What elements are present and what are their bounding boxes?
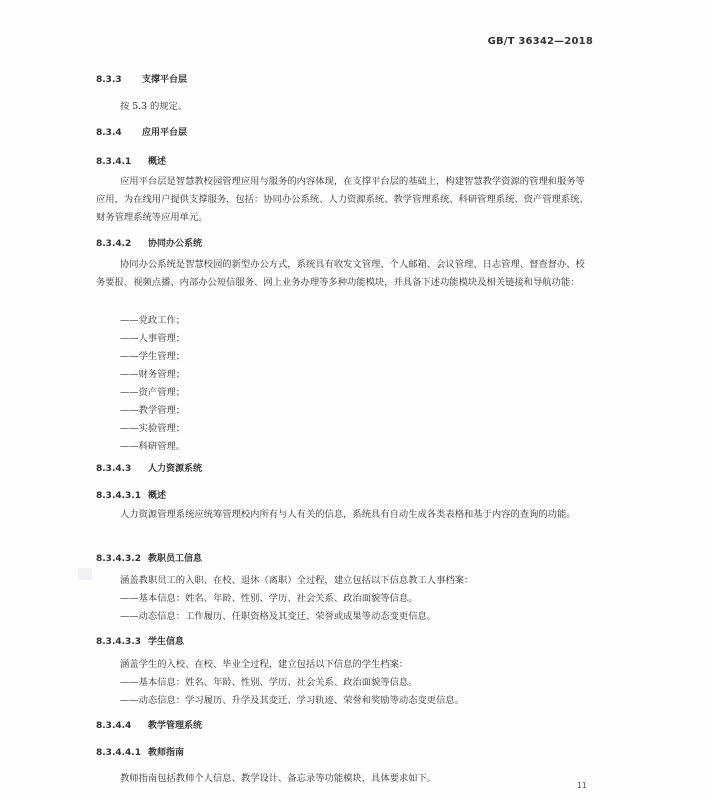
- heading-8-3-3: [96, 72, 187, 85]
- list-item: ——学生管理；: [120, 351, 186, 362]
- heading-8-3-4-1: [96, 154, 166, 167]
- list-item: ——实验管理；: [120, 423, 186, 434]
- heading-title: 支撑平台层: [142, 75, 188, 85]
- list-item: ——基本信息：姓名、年龄、性别、学历、社会关系、政治面貌等信息。: [120, 677, 418, 688]
- heading-number: 8.3.4.3: [96, 464, 132, 474]
- paragraph: 涵盖学生的入校、在校、毕业全过程，建立包括以下信息的学生档案：: [120, 659, 409, 670]
- list-item: ——人事管理；: [120, 333, 186, 344]
- heading-title: 概述: [148, 157, 167, 167]
- heading-title: 教师指南: [148, 748, 185, 758]
- list-item: ——基本信息：姓名、年龄、性别、学历、社会关系、政治面貌等信息。: [120, 593, 418, 604]
- heading-number: 8.3.4.4.1: [96, 748, 141, 758]
- heading-number: 8.3.4.3.1: [96, 491, 141, 501]
- list-item: ——党政工作；: [120, 315, 186, 326]
- paragraph: 按 5.3 的规定。: [120, 101, 188, 112]
- paragraph: 涵盖教职员工的入职、在校、退休（离职）全过程，建立包括以下信息教工人事档案：: [120, 575, 474, 586]
- heading-title: 概述: [148, 491, 167, 501]
- page-number: 11: [576, 781, 587, 790]
- heading-title: 教职员工信息: [148, 554, 203, 564]
- paragraph-overview: 应用平台层是智慧教校园管理应用与服务的内容体现，在支撑平台层的基础上，构建智慧教学资源的管理和服务等应用，为在线用户提供支撑服务，包括：协同办公系统、人力资源系统、教学管理系统、科研管理系统、资产管理系统、财务管理系统等应用单元。: [96, 176, 589, 223]
- heading-8-3-4-3-3: [96, 634, 184, 647]
- paragraph-office-system: 协同办公系统是智慧校园的新型办公方式，系统具有收发文管理、个人邮箱、会议管理、日志管理、督查督办、校务要报、视频点播、内部办公短信服务、网上业务办理等多种功能模块，并具备下述功能模块及相关链接和导航功能：: [96, 259, 585, 288]
- heading-number: 8.3.4.4: [96, 721, 132, 731]
- heading-8-3-4-3-2: [96, 551, 202, 564]
- heading-8-3-4-4-1: [96, 745, 184, 758]
- heading-title: 教学管理系统: [148, 721, 203, 731]
- heading-number: 8.3.4.2: [96, 239, 132, 249]
- heading-title: 人力资源系统: [148, 464, 203, 474]
- heading-8-3-4-4: [96, 718, 202, 731]
- heading-8-3-4-3-1: [96, 488, 166, 501]
- heading-title: 协同办公系统: [148, 239, 203, 249]
- list-item: ——动态信息：工作履历、任职资格及其变迁、荣誉或成果等动态变更信息。: [120, 611, 437, 622]
- heading-8-3-4: [96, 125, 187, 138]
- heading-8-3-4-2: [96, 236, 202, 249]
- scan-smudge: [78, 568, 92, 580]
- heading-8-3-4-3: [96, 461, 202, 474]
- heading-number: 8.3.4: [96, 128, 122, 138]
- standard-number: GB/T 36342—2018: [487, 36, 593, 47]
- list-item: ——资产管理；: [120, 387, 186, 398]
- list-item: ——财务管理；: [120, 369, 186, 380]
- heading-number: 8.3.3: [96, 75, 122, 85]
- heading-number: 8.3.4.3.3: [96, 637, 141, 647]
- heading-title: 应用平台层: [142, 128, 188, 138]
- heading-number: 8.3.4.1: [96, 157, 132, 167]
- paragraph-hr-overview: 人力资源管理系统应统筹管理校内所有与人有关的信息，系统具有自动生成各类表格和基于内容的查询的功能。: [120, 509, 576, 520]
- paragraph: 教师指南包括教师个人信息、教学设计、备忘录等功能模块，具体要求如下。: [120, 773, 437, 784]
- list-item: ——科研管理。: [120, 441, 186, 452]
- list-item: ——教学管理；: [120, 405, 186, 416]
- heading-number: 8.3.4.3.2: [96, 554, 141, 564]
- heading-title: 学生信息: [148, 637, 185, 647]
- list-item: ——动态信息：学习履历、升学及其变迁、学习轨迹、荣誉和奖励等动态变更信息。: [120, 695, 464, 706]
